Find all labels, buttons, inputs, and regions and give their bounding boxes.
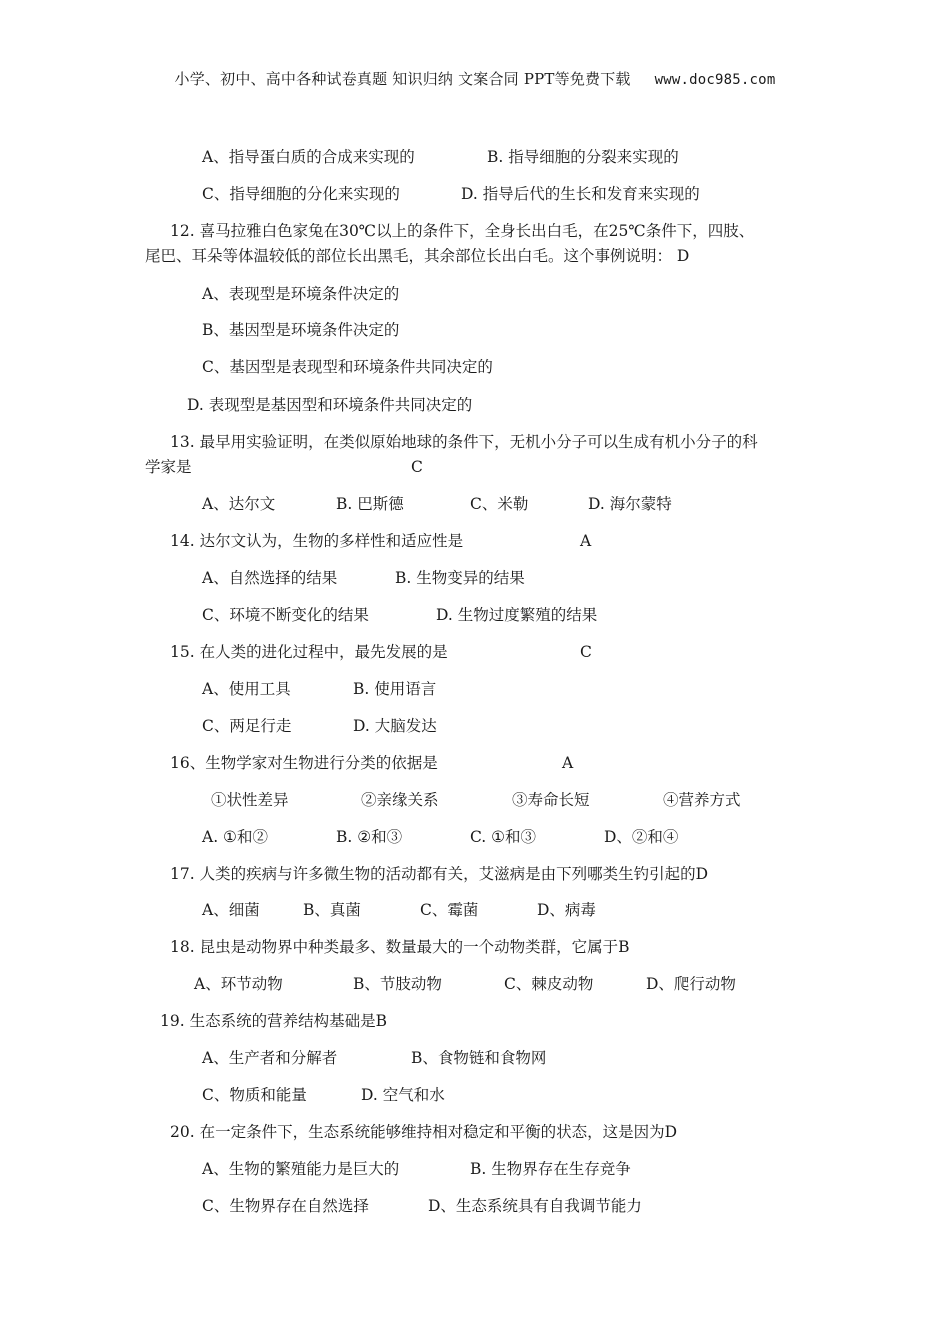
q16-stem-text: 16、生物学家对生物进行分类的依据是	[170, 754, 438, 772]
q17-option-b: B、真菌	[303, 901, 361, 919]
q11-option-c: C、指导细胞的分化来实现的	[202, 185, 400, 203]
q16-answer: A	[562, 754, 574, 772]
header-site-url[interactable]: www.doc985.com	[654, 72, 776, 88]
q13-option-c: C、米勒	[470, 495, 529, 513]
q15-stem-text: 15. 在人类的进化过程中，最先发展的是	[170, 643, 448, 661]
q16-option-d: D、②和④	[604, 828, 679, 846]
q14-answer: A	[580, 532, 592, 550]
q14-stem-text: 14. 达尔文认为，生物的多样性和适应性是	[170, 532, 464, 550]
q18-option-d: D、爬行动物	[646, 975, 736, 993]
header-text: 小学、初中、高中各种试卷真题 知识归纳 文案合同 PPT等免费下载	[174, 70, 631, 88]
q16-option-a: A. ①和②	[202, 828, 268, 846]
q13-stem-text: 学家是	[145, 458, 192, 476]
q16-item-4: ④营养方式	[663, 791, 741, 809]
q19-option-d: D. 空气和水	[361, 1086, 445, 1104]
q12-stem-line1: 12. 喜马拉雅白色家兔在30℃以上的条件下，全身长出白毛，在25℃条件下，四肢、	[170, 222, 755, 240]
q17-option-c: C、霉菌	[420, 901, 479, 919]
q20-option-d: D、生态系统具有自我调节能力	[428, 1197, 642, 1215]
q12-option-b: B、基因型是环境条件决定的	[202, 321, 400, 339]
q12-option-a: A、表现型是环境条件决定的	[202, 285, 400, 303]
q14-option-d: D. 生物过度繁殖的结果	[436, 606, 598, 624]
q18-option-a: A、环节动物	[194, 975, 283, 993]
q19-option-c: C、物质和能量	[202, 1086, 307, 1104]
q18-stem: 18. 昆虫是动物界中种类最多、数量最大的一个动物类群，它属于B	[170, 938, 630, 956]
q15-option-b: B. 使用语言	[353, 680, 437, 698]
q14-option-c: C、环境不断变化的结果	[202, 606, 369, 624]
q17-stem: 17. 人类的疾病与许多微生物的活动都有关，艾滋病是由下列哪类生钓引起的D	[170, 865, 709, 883]
q14-option-a: A、自然选择的结果	[202, 569, 338, 587]
q13-stem-line1: 13. 最早用实验证明，在类似原始地球的条件下，无机小分子可以生成有机小分子的科	[170, 433, 758, 451]
q11-option-b: B. 指导细胞的分裂来实现的	[487, 148, 679, 166]
page-header	[0, 68, 950, 89]
q11-option-a: A、指导蛋白质的合成来实现的	[202, 148, 415, 166]
q13-answer: C	[411, 458, 423, 476]
q19-stem: 19. 生态系统的营养结构基础是B	[160, 1012, 387, 1030]
q15-option-d: D. 大脑发达	[353, 717, 437, 735]
q18-option-b: B、节肢动物	[353, 975, 442, 993]
q12-stem-line2: 尾巴、耳朵等体温较低的部位长出黑毛，其余部位长出白毛。这个事例说明： D	[145, 247, 690, 265]
q20-option-b: B. 生物界存在生存竞争	[470, 1160, 631, 1178]
q15-option-a: A、使用工具	[202, 680, 291, 698]
q13-option-d: D. 海尔蒙特	[588, 495, 672, 513]
q12-option-c: C、基因型是表现型和环境条件共同决定的	[202, 358, 493, 376]
q14-option-b: B. 生物变异的结果	[395, 569, 525, 587]
q17-option-a: A、细菌	[202, 901, 260, 919]
q16-option-c: C. ①和③	[470, 828, 537, 846]
q16-item-3: ③寿命长短	[512, 791, 590, 809]
q19-option-a: A、生产者和分解者	[202, 1049, 338, 1067]
q20-option-c: C、生物界存在自然选择	[202, 1197, 369, 1215]
q11-option-d: D. 指导后代的生长和发育来实现的	[461, 185, 700, 203]
q16-item-2: ②亲缘关系	[361, 791, 439, 809]
q16-item-1: ①状性差异	[211, 791, 289, 809]
q15-option-c: C、两足行走	[202, 717, 292, 735]
q20-option-a: A、生物的繁殖能力是巨大的	[202, 1160, 400, 1178]
q18-option-c: C、棘皮动物	[504, 975, 594, 993]
q16-option-b: B. ②和③	[336, 828, 403, 846]
q19-option-b: B、食物链和食物网	[411, 1049, 547, 1067]
q17-option-d: D、病毒	[537, 901, 596, 919]
q12-option-d: D. 表现型是基因型和环境条件共同决定的	[187, 396, 473, 414]
q20-stem: 20. 在一定条件下，生态系统能够维持相对稳定和平衡的状态，这是因为D	[170, 1123, 678, 1141]
q15-answer: C	[580, 643, 592, 661]
q13-option-a: A、达尔文	[202, 495, 276, 513]
q13-option-b: B. 巴斯德	[336, 495, 404, 513]
